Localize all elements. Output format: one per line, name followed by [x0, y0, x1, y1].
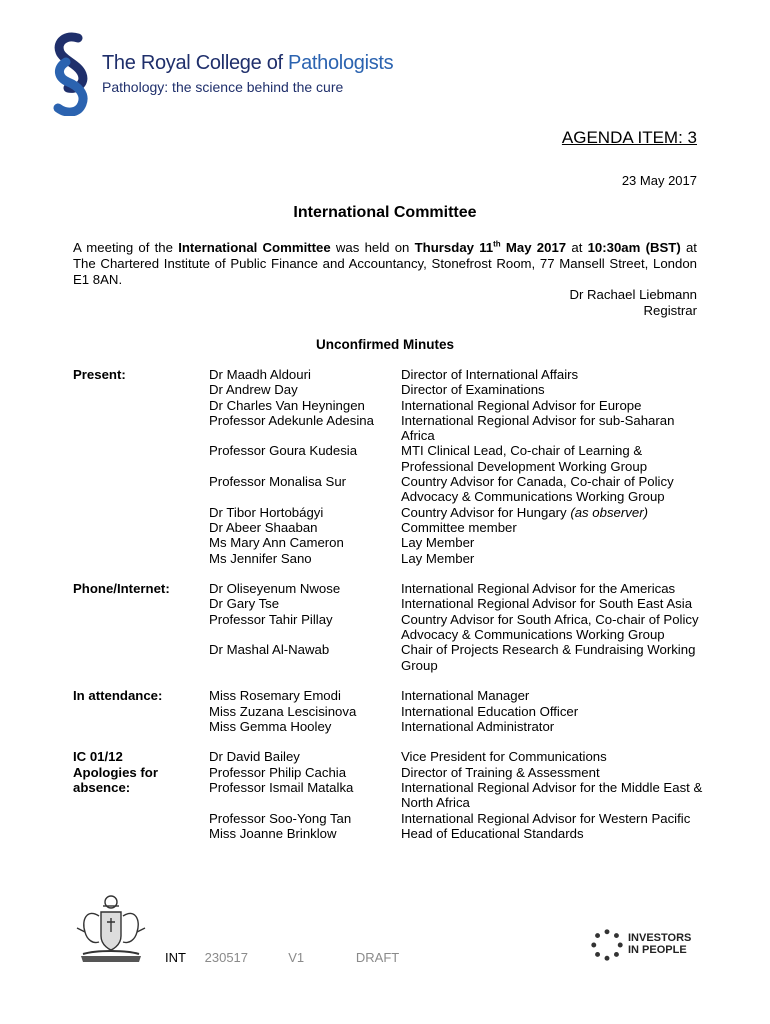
document-footer [165, 950, 399, 965]
section-label: IC 01/12 Apologies for absence: [73, 749, 158, 796]
attendee-row [209, 413, 703, 444]
attendee-role [401, 780, 703, 811]
attendee-role [401, 520, 703, 535]
attendee-role-text: Director of Training & Assessment [401, 764, 600, 780]
section-label: Phone/Internet: [73, 581, 170, 597]
attendee-row [209, 765, 703, 780]
section-label: In attendance: [73, 688, 163, 704]
attendee-row [209, 780, 703, 811]
section-sign-logo-icon [48, 32, 96, 116]
attendee-role-note: (as observer) [570, 504, 648, 520]
investors-in-people-text: INVESTORS IN PEOPLE [628, 932, 692, 956]
section-label: Present: [73, 367, 126, 382]
attendee-role-text: MTI Clinical Lead, Co-chair of Learning & Professional Development Working Group [401, 443, 648, 474]
attendee-role [401, 382, 703, 397]
attendee-role-text: International Regional Advisor for Western Pacific [401, 810, 691, 826]
coat-of-arms-icon [73, 892, 149, 964]
attendee-role-text: International Manager [401, 688, 530, 704]
attendee-name: Dr Maadh Aldouri [209, 367, 311, 382]
attendee-role-text: International Administrator [401, 718, 555, 734]
attendee-name: Professor Tahir Pillay [209, 611, 333, 627]
attendee-role-text: Lay Member [401, 535, 475, 551]
meeting-intro-paragraph: A meeting of the International Committee was held on Thursday 11th May 2017 at 10:30am (BST) at The Chartered Institute of Public Finance and Accountancy, Stonefrost Room, 77 Mansell Street, London E1 8AN. [73, 239, 697, 287]
college-logo [48, 32, 394, 116]
attendee-role [401, 551, 703, 566]
attendee-name: Dr Charles Van Heyningen [209, 397, 365, 413]
attendee-list [209, 688, 703, 734]
attendee-name: Dr Mashal Al-Nawab [209, 642, 330, 658]
logo-title: The Royal College of Pathologists [102, 52, 394, 74]
footer-status: DRAFT [355, 950, 400, 965]
attendee-row [209, 367, 703, 382]
agenda-item-heading: AGENDA ITEM: 3 [561, 128, 697, 147]
logo-subtitle: Pathology: the science behind the cure [102, 79, 344, 95]
attendee-name: Miss Zuzana Lescisinova [209, 703, 357, 719]
signatory-title: Registrar [643, 303, 697, 318]
attendee-role-text: International Regional Advisor for Europe [401, 397, 642, 413]
attendee-role-text: Chair of Projects Research & Fundraising Working Group [401, 642, 696, 673]
attendee-row [209, 535, 703, 550]
laurel-wreath-icon [590, 928, 624, 962]
attendee-role [401, 398, 703, 413]
minutes-heading: Unconfirmed Minutes [315, 337, 454, 352]
attendee-role [401, 612, 703, 643]
attendee-name: Professor Ismail Matalka [209, 780, 354, 796]
footer-version: V1 [288, 950, 305, 965]
attendee-row [209, 704, 703, 719]
attendee-name: Ms Jennifer Sano [209, 550, 312, 566]
attendee-role-text: International Education Officer [401, 703, 579, 719]
attendee-role [401, 505, 703, 520]
attendee-row [209, 474, 703, 505]
attendee-role [401, 367, 703, 382]
investors-in-people-logo [590, 928, 700, 964]
attendee-role-text: Committee member [401, 519, 517, 535]
attendee-row [209, 811, 703, 826]
attendee-role-text: Country Advisor for Hungary [401, 504, 571, 520]
signatory-block [569, 287, 697, 319]
attendee-name: Dr Oliseyenum Nwose [209, 581, 341, 597]
attendee-name: Miss Gemma Hooley [209, 718, 332, 734]
attendee-row [209, 719, 703, 734]
attendee-role-text: International Regional Advisor for sub-Saharan Africa [401, 412, 675, 444]
attendee-role [401, 811, 703, 826]
attendee-name: Dr Andrew Day [209, 382, 298, 398]
attendee-list [209, 581, 703, 673]
attendee-role [401, 642, 703, 673]
attendee-role [401, 581, 703, 596]
attendee-row [209, 826, 703, 841]
attendee-name: Dr Abeer Shaaban [209, 519, 318, 535]
attendee-role [401, 596, 703, 611]
attendee-row [209, 581, 703, 596]
attendee-row [209, 688, 703, 703]
attendee-name: Professor Soo-Yong Tan [209, 810, 352, 826]
attendee-row [209, 382, 703, 397]
attendance-list [73, 367, 703, 857]
attendee-name: Professor Adekunle Adesina [209, 412, 374, 428]
attendee-name: Dr Gary Tse [209, 596, 280, 612]
attendance-section [73, 749, 703, 841]
attendee-role [401, 535, 703, 550]
attendee-role [401, 413, 703, 444]
attendee-name: Dr Tibor Hortobágyi [209, 504, 324, 520]
footer-code: INT [165, 950, 186, 965]
attendee-name: Miss Rosemary Emodi [209, 688, 341, 704]
attendee-role-text: Director of International Affairs [401, 367, 579, 382]
attendee-row [209, 642, 703, 673]
attendee-name: Ms Mary Ann Cameron [209, 535, 344, 551]
attendee-row [209, 612, 703, 643]
attendee-role-text: Country Advisor for South Africa, Co-chair of Policy Advocacy & Communications Working Group [401, 611, 699, 643]
attendee-name: Professor Goura Kudesia [209, 443, 358, 459]
attendee-role [401, 474, 703, 505]
attendee-list [209, 367, 703, 566]
attendance-section [73, 581, 703, 673]
attendee-role [401, 826, 703, 841]
footer-date: 230517 [204, 950, 249, 965]
attendee-role-text: International Regional Advisor for the Americas [401, 581, 676, 597]
attendee-role-text: International Regional Advisor for South East Asia [401, 596, 693, 612]
attendee-name: Professor Philip Cachia [209, 764, 347, 780]
attendee-row [209, 596, 703, 611]
attendee-name: Dr David Bailey [209, 749, 300, 765]
attendee-role-text: Vice President for Communications [401, 749, 607, 765]
attendee-row [209, 443, 703, 474]
attendee-role-text: Head of Educational Standards [401, 825, 584, 841]
attendee-role [401, 443, 703, 474]
attendee-row [209, 551, 703, 566]
attendee-role-text: Director of Examinations [401, 382, 545, 398]
attendee-role-text: Country Advisor for Canada, Co-chair of Policy Advocacy & Communications Working Group [401, 474, 674, 505]
attendee-name: Professor Monalisa Sur [209, 474, 347, 490]
attendee-role [401, 749, 703, 764]
attendee-name: Miss Joanne Brinklow [209, 825, 337, 841]
attendee-role-text: Lay Member [401, 550, 475, 566]
attendance-section [73, 688, 703, 734]
attendee-list [209, 749, 703, 841]
attendee-role [401, 765, 703, 780]
attendance-section [73, 367, 703, 566]
attendee-row [209, 520, 703, 535]
attendee-role [401, 704, 703, 719]
document-date: 23 May 2017 [621, 173, 697, 188]
attendee-row [209, 398, 703, 413]
attendee-role-text: International Regional Advisor for the Middle East & North Africa [401, 780, 703, 811]
committee-title: International Committee [293, 204, 477, 221]
attendee-role [401, 688, 703, 703]
signatory-name: Dr Rachael Liebmann [569, 287, 697, 302]
attendee-role [401, 719, 703, 734]
attendee-row [209, 749, 703, 764]
attendee-row [209, 505, 703, 520]
